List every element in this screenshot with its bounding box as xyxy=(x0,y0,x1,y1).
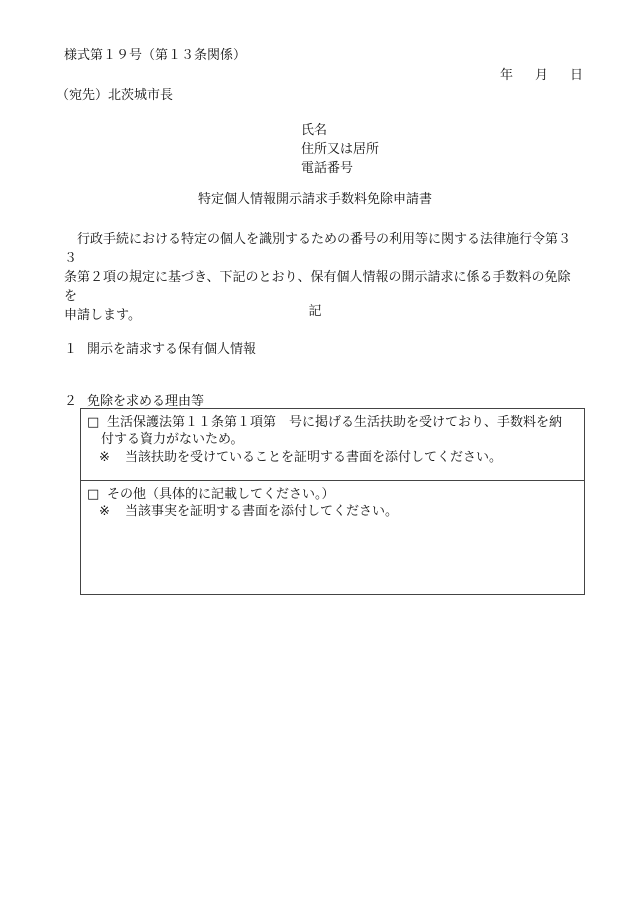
reason-2-text-1: その他（具体的に記載してください。） xyxy=(107,487,335,502)
reason-row-livelihood-assistance xyxy=(81,409,584,481)
reason-2-note-text: 当該事実を証明する書面を添付してください。 xyxy=(125,504,399,519)
checkbox-livelihood-assistance[interactable]: □ xyxy=(87,415,100,430)
section-1-heading xyxy=(64,340,256,359)
statement-line-3: 申請します。 xyxy=(64,308,141,323)
date-line xyxy=(500,66,583,85)
section-2-label: 免除を求める理由等 xyxy=(87,394,205,409)
reason-row-other xyxy=(81,481,584,594)
reason-1-text-2: 付する資力がないため。 xyxy=(101,432,244,447)
date-day-label: 日 xyxy=(570,68,584,83)
document-title: 特定個人情報開示請求手数料免除申請書 xyxy=(197,192,432,207)
date-year-label: 年 xyxy=(500,68,514,83)
reason-table xyxy=(80,408,585,595)
form-number: 様式第１９号（第１３条関係） xyxy=(64,48,247,63)
section-2-number: ２ xyxy=(64,394,78,409)
addressee: （宛先）北茨城市長 xyxy=(56,88,174,103)
reason-2-note xyxy=(99,502,398,521)
statement-line-1: 行政手続における特定の個人を識別するための番号の利用等に関する法律施行令第３３ xyxy=(64,232,572,266)
note-mark-icon: ※ xyxy=(99,504,110,519)
ki-heading: 記 xyxy=(308,304,322,319)
checkbox-other[interactable]: □ xyxy=(87,487,100,502)
date-month-label: 月 xyxy=(535,68,549,83)
reason-1-text-1: 生活保護法第１１条第１項第 号に掲げる生活扶助を受けており、手数料を納 xyxy=(107,415,563,430)
section-1-number: １ xyxy=(64,342,78,357)
applicant-block xyxy=(301,121,379,178)
reason-1-note-text: 当該扶助を受けていることを証明する書面を添付してください。 xyxy=(125,450,503,465)
statement-line-2: 条第２項の規定に基づき、下記のとおり、保有個人情報の開示請求に係る手数料の免除を xyxy=(64,270,571,304)
note-mark-icon: ※ xyxy=(99,450,110,465)
reason-1-note xyxy=(99,448,502,467)
section-1-label: 開示を請求する保有個人情報 xyxy=(87,342,257,357)
applicant-name-label: 氏名 xyxy=(301,123,328,138)
applicant-phone-label: 電話番号 xyxy=(301,161,354,176)
applicant-address-label: 住所又は居所 xyxy=(301,142,380,157)
